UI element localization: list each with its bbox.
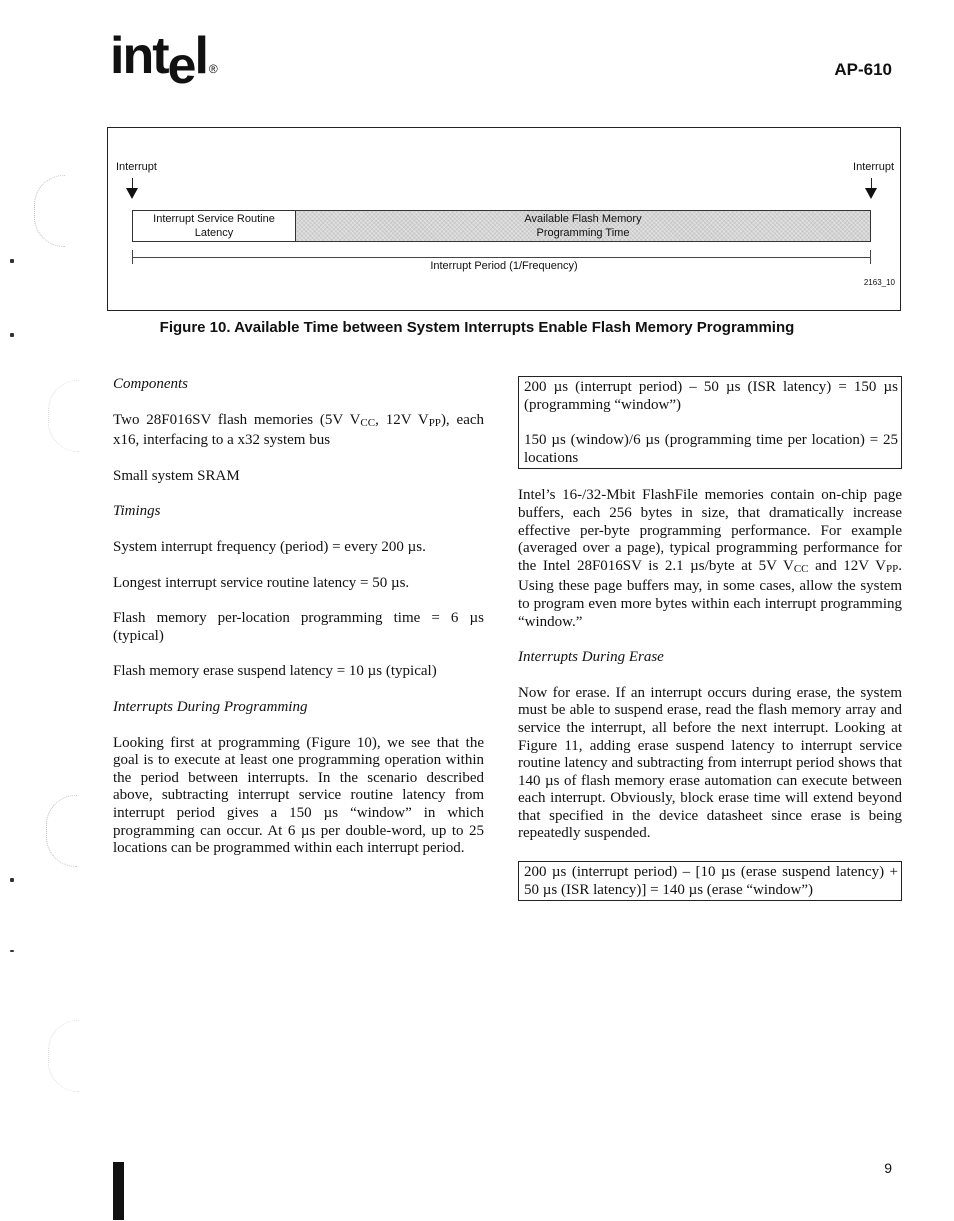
isr-latency-segment: [133, 211, 296, 241]
figure-caption: Figure 10. Available Time between System Interrupts Enable Flash Memory Programming: [159, 319, 795, 336]
right-column: [518, 376, 902, 901]
available-label-line2: Programming Time: [536, 227, 630, 239]
isr-label-line2: Latency: [194, 227, 234, 239]
programming-window-equation-box: [518, 376, 902, 469]
programming-heading: Interrupts During Programming: [113, 698, 308, 715]
available-programming-segment: [296, 211, 870, 241]
sram-paragraph: Small system SRAM: [113, 467, 240, 484]
document-number: AP-610: [834, 60, 892, 79]
punch-hole-mark: [46, 795, 77, 867]
timings-heading: Timings: [113, 503, 161, 520]
period-line: [132, 257, 871, 258]
timing-isr-latency: Longest interrupt service routine latency = 50 µs.: [113, 574, 410, 591]
text-run: . Using these page buffers may, in some cases, allow the system to program even more bytes within each interrupt programming “window.”: [518, 557, 902, 630]
logo-text-l: l: [194, 27, 207, 85]
interrupt-period-label: Interrupt Period (1/Frequency): [430, 260, 578, 272]
erase-paragraph: Now for erase. If an interrupt occurs during erase, the system must be able to suspend erase, read the flash memory array and service the interrupt, all before the next interrupt. Looking at Figure 11, adding erase suspend latency to interrupt service routine latency and subtracting from interrupt period shows that 140 µs of flash memory erase automation can execute between each interrupt. Obviously, block erase time will extend beyond that specified in the device datasheet since erase is being repeatedly suspended.: [518, 684, 902, 842]
page-change-bar: [113, 1162, 124, 1220]
subscript-pp: PP: [886, 562, 899, 575]
components-heading: Components: [113, 376, 188, 392]
erase-window-equation-box: [518, 861, 902, 901]
subscript-pp: PP: [428, 416, 441, 429]
timeline-bar: [132, 210, 871, 242]
equation-window: 200 µs (interrupt period) – 50 µs (ISR latency) = 150 µs (programming “window”): [524, 379, 898, 413]
subscript-cc: CC: [793, 562, 809, 575]
scan-speck: [10, 333, 14, 337]
subscript-cc: CC: [360, 416, 376, 429]
equation-locations: 150 µs (window)/6 µs (programming time per location) = 25 locations: [524, 432, 898, 466]
left-column: [113, 376, 484, 858]
text-run: ), each x16, interfacing to a x32 system bus: [113, 411, 485, 449]
text-run: , 12V V: [375, 411, 429, 428]
interrupt-label-left: Interrupt: [116, 161, 157, 173]
registered-mark: ®: [208, 62, 218, 76]
timing-programming-time: Flash memory per-location programming time = 6 µs (typical): [113, 610, 484, 644]
available-label-line1: Available Flash Memory: [524, 213, 642, 225]
scan-speck: [10, 259, 14, 263]
figure-10-diagram: [107, 127, 901, 311]
text-run: and 12V V: [808, 557, 886, 574]
interrupt-label-right: Interrupt: [853, 161, 894, 173]
isr-label-line1: Interrupt Service Routine: [153, 213, 275, 225]
equation-erase-window: 200 µs (interrupt period) – [10 µs (erase suspend latency) + 50 µs (ISR latency)] = 140 µs (erase “window”): [524, 864, 898, 898]
punch-hole-mark: [48, 1020, 79, 1092]
text-run: Intel’s 16-/32-Mbit FlashFile memories contain on-chip page buffers, each 256 bytes in size, that dramatically increase effective per-byte programming performance. For example (averaged over a page), typical programming performance for the Intel 28F016SV is 2.1 µs/byte at 5V V: [518, 487, 902, 574]
intel-logo: [110, 27, 218, 95]
down-arrow-icon: [865, 178, 877, 199]
programming-paragraph: Looking first at programming (Figure 10), we see that the goal is to execute at least one programming operation within the period between interrupts. In the scenario described above, subtracting interrupt service routine latency from interrupt period gives a 150 µs “window” in which programming can occur. At 6 µs per double-word, up to 25 locations can be programmed within each interrupt period.: [113, 734, 484, 857]
components-paragraph: [113, 412, 484, 450]
scan-speck: [10, 950, 14, 952]
punch-hole-mark: [34, 175, 65, 247]
timing-interrupt-frequency: System interrupt frequency (period) = every 200 µs.: [113, 538, 426, 555]
erase-heading: Interrupts During Erase: [518, 649, 664, 666]
logo-text-e: e: [167, 37, 195, 95]
timing-erase-suspend: Flash memory erase suspend latency = 10 µs (typical): [113, 663, 437, 680]
text-run: Two 28F016SV flash memories (5V V: [113, 411, 361, 428]
logo-text-in: int: [110, 27, 168, 85]
figure-id: 2163_10: [863, 278, 895, 287]
punch-hole-mark: [48, 380, 79, 452]
flashfile-paragraph: [518, 487, 902, 631]
down-arrow-icon: [126, 178, 138, 199]
scan-speck: [10, 878, 14, 882]
page-number: 9: [884, 1160, 892, 1176]
